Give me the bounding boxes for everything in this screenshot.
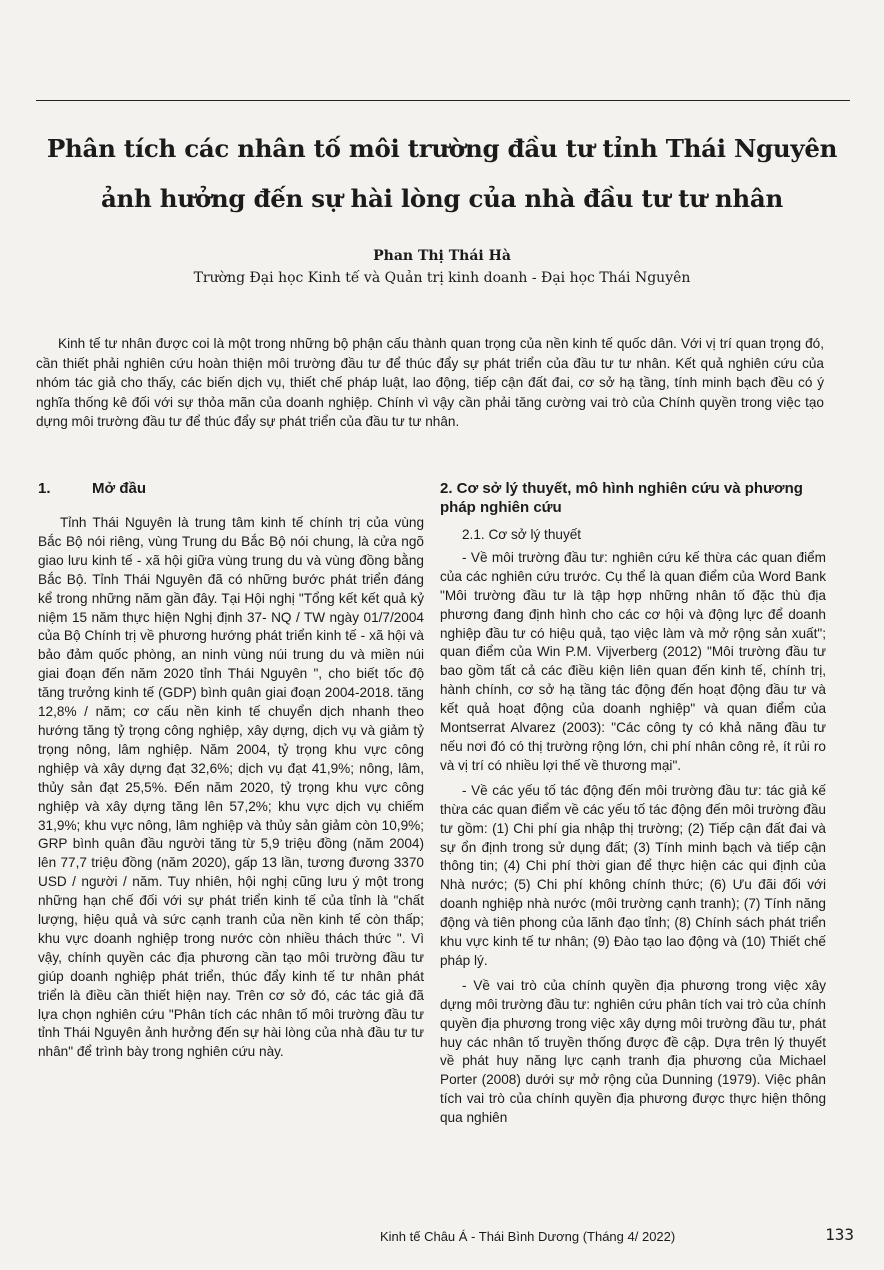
- article-title: Phân tích các nhân tố môi trường đầu tư tỉnh Thái Nguyên ảnh hưởng đến sự hài lòng của nhà đầu tư tư nhân: [46, 134, 838, 213]
- author-affiliation: Trường Đại học Kinh tế và Quản trị kinh doanh - Đại học Thái Nguyên: [193, 270, 691, 286]
- right-column: [440, 526, 826, 1134]
- section-2-paragraph: - Về các yếu tố tác động đến môi trường đầu tư: tác giả kế thừa các quan điểm về các yếu tố tác động đến môi trường đầu tư gồm: (1) Chi phí gia nhập thị trường; (2) Tiếp cận đất đai và sự ổn định trong sử dụng đất; (3) Tính minh bạch và tiếp cận thông tin; (4) Chi phí thời gian để thực hiện các qui định của Nhà nước; (5) Chi phí không chính thức; (6) Ưu đãi đối với doanh nghiệp nhà nước (môi trường cạnh tranh); (7) Tính năng động và tiên phong của lãnh đạo tỉnh; (8) Chính sách phát triển khu vực kinh tế tư nhân; (9) Đào tạo lao động và (10) Thiết chế pháp lý.: [440, 782, 826, 968]
- left-column: [38, 514, 424, 1068]
- section-1-heading: [38, 479, 418, 498]
- page-number: 133: [825, 1225, 854, 1244]
- section-2-paragraph: - Về vai trò của chính quyền địa phương trong việc xây dựng môi trường đầu tư: nghiên cứu phân tích vai trò của chính quyền địa phương trong việc xây dựng môi trường đầu tư, phát huy các nhân tố truyền thống được đề cập. Dựa trên lý thuyết về phát huy năng lực cạnh tranh địa phương của Michael Porter (2008) dưới sự mở rộng của Dunning (1979). Việc phân tích vai trò của chính quyền địa phương được thực hiện thông qua nghiên: [440, 977, 826, 1126]
- author-name: Phan Thị Thái Hà: [373, 248, 511, 264]
- section-1-paragraph: Tỉnh Thái Nguyên là trung tâm kinh tế chính trị của vùng Bắc Bộ nói riêng, vùng Trung du Bắc Bộ nói chung, là cửa ngõ giao lưu kinh tế - xã hội giữa vùng trung du và vùng đồng bằng Bắc Bộ. Tỉnh Thái Nguyên đã có những bước phát triển đáng kể trong những năm gần đây. Tại Hội nghị "Tổng kết kết quả kỷ niệm 15 năm thực hiện Nghị định 37- NQ / TW ngày 01/7/2004 của Bộ Chính trị về phương hướng phát triển kinh tế - xã hội và bảo đảm quốc phòng, an ninh vùng núi trung du và miền núi giai đoạn đến năm 2020 tỉnh Thái Nguyên ", cho biết tốc độ tăng trưởng kinh tế (GDP) bình quân giai đoạn 2004-2018. tăng 12,8% / năm; cơ cấu nền kinh tế chuyển dịch nhanh theo hướng tăng tỷ trọng công nghiệp, xây dựng, dịch vụ và giảm tỷ trọng nông, lâm nghiệp. Năm 2004, tỷ trọng khu vực công nghiệp và xây dựng đạt 32,6%; dịch vụ đạt 41,9%; nông, lâm, thủy sản đạt 25,5%. Đến năm 2020, tỷ trọng khu vực công nghiệp và xây dựng tăng lên 57,2%; khu vực dịch vụ chiếm 31,9%; khu vực nông, lâm nghiệp và thủy sản giảm còn 10,9%; GRP bình quân đầu người tăng từ 5,9 triệu đồng (năm 2004) lên 77,7 triệu đồng (năm 2020), gấp 13 lần, tương đương 3370 USD / người / năm. Tuy nhiên, hội nghị cũng lưu ý một trong những hạn chế đối với sự phát triển kinh tế của tỉnh là "chất lượng, hiệu quả và sức cạnh tranh của nền kinh tế còn thấp; khu vực doanh nghiệp trong nước còn nhiều thách thức ". Vì vậy, chính quyền các địa phương cần tạo môi trường đầu tư giúp doanh nghiệp phát triển, thúc đẩy kinh tế tư nhân phát triển là điều cần thiết hiện nay. Trên cơ sở đó, các tác giả đã lựa chọn nghiên cứu "Phân tích các nhân tố môi trường đầu tư tỉnh Thái Nguyên ảnh hưởng đến sự hài lòng của nhà đầu tư tư nhân" để trình bày trong nghiên cứu này.: [38, 515, 424, 1060]
- section-2-heading: 2. Cơ sở lý thuyết, mô hình nghiên cứu và phương pháp nghiên cứu: [440, 480, 803, 516]
- section-1-number: 1.: [38, 480, 51, 497]
- subsection-2-1-heading: 2.1. Cơ sở lý thuyết: [462, 527, 582, 542]
- section-2-paragraph: - Về môi trường đầu tư: nghiên cứu kế thừa các quan điểm của các nghiên cứu trước. Cụ thể là quan điểm của Word Bank "Môi trường đầu tư là tập hợp những nhân tố đặc thù địa phương đang định hình cho các cơ hội và động lực để doanh nghiệp đầu tư có hiệu quả, tạo việc làm và mở rộng sản xuất"; quan điểm của Win P.M. Vijverberg (2012) "Môi trường đầu tư bao gồm tất cả các điều kiện liên quan đến kinh tế, chính trị, hành chính, cơ sở hạ tầng tác động đến hoạt động đầu tư và kết quả hoạt động của doanh nghiệp" và quan điểm của Montserrat Alvarez (2003): "Các công ty có khả năng đầu tư nếu nơi đó có thị trường rộng lớn, chi phí nhân công rẻ, ít rủi ro và vị trí có nhiều lợi thế về thương mại".: [440, 549, 826, 773]
- section-1-title: Mở đầu: [92, 480, 146, 497]
- journal-footer: Kinh tế Châu Á - Thái Bình Dương (Tháng 4/ 2022): [380, 1229, 676, 1244]
- header-rule: [36, 100, 850, 101]
- abstract: Kinh tế tư nhân được coi là một trong những bộ phận cấu thành quan trọng của nền kinh tế quốc dân. Với vị trí quan trọng đó, cần thiết phải nghiên cứu hoàn thiện môi trường đầu tư để thúc đẩy sự phát triển của đầu tư tư nhân. Kết quả nghiên cứu của nhóm tác giả cho thấy, các biến dịch vụ, thiết chế pháp luật, lao động, tiếp cận đất đai, cơ sở hạ tầng, tính minh bạch đều có ý nghĩa thống kê đối với sự thỏa mãn của doanh nghiệp. Chính vì vậy cần phải tăng cường vai trò của Chính quyền trong việc tạo dựng môi trường đầu tư để thúc đẩy sự phát triển của đầu tư tư nhân.: [36, 336, 824, 430]
